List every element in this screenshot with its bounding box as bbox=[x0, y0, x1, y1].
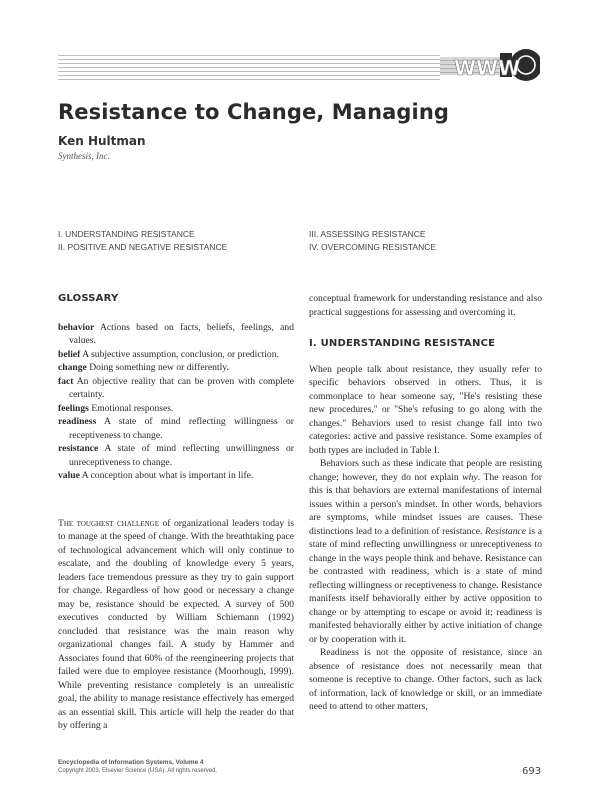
glossary-entry bbox=[58, 469, 294, 483]
emphasis: why bbox=[462, 471, 478, 483]
body-paragraph: Readiness is not the opposite of resistance, since an absence of resistance does not necessarily mean that someone is receptive to change. Other factors, such as lack of information, lack of knowledge or skill, or an immediate need to attend to other matters, bbox=[309, 647, 542, 712]
glossary-term: fact bbox=[58, 375, 74, 387]
glossary-definition: A subjective assumption, conclusion, or prediction. bbox=[82, 348, 279, 360]
page-number: 693 bbox=[522, 766, 542, 777]
glossary-term: feelings bbox=[58, 402, 89, 414]
glossary-term: behavior bbox=[58, 321, 95, 333]
glossary-definition: A state of mind reflecting unwillingness or unreceptiveness to change. bbox=[69, 443, 294, 468]
outline-item: I. UNDERSTANDING RESISTANCE bbox=[58, 229, 195, 239]
glossary-entry bbox=[58, 415, 294, 442]
paragraph-text: Behaviors such as these indicate that people are resisting change; however, they do not explain bbox=[309, 458, 542, 483]
glossary-term: change bbox=[58, 362, 87, 373]
outline-item: III. ASSESSING RESISTANCE bbox=[309, 229, 426, 239]
intro-continued: conceptual framework for understanding resistance and also practical suggestions for assessing and overcoming it. bbox=[309, 293, 542, 318]
glossary-definition: Emotional responses. bbox=[91, 402, 174, 414]
glossary-definition: Doing something new or differently. bbox=[89, 362, 229, 373]
left-column bbox=[58, 292, 294, 733]
glossary-definition: A state of mind reflecting willingness or receptiveness to change. bbox=[69, 416, 294, 441]
glossary-heading: GLOSSARY bbox=[58, 293, 119, 304]
glossary-entry bbox=[58, 402, 294, 416]
body-paragraph bbox=[309, 457, 542, 646]
glossary-entry bbox=[58, 375, 294, 402]
www-logo bbox=[440, 47, 540, 83]
glossary-term: belief bbox=[58, 348, 81, 360]
glossary-term: readiness bbox=[58, 416, 97, 427]
paragraph-text: is a state of mind reflecting unwillingness or unreceptiveness to change in the ways people think and behave. Resistance can be contrasted with readiness, which is a state of mind reflecting willingness or receptiveness to change. Resistance manifests itself behaviorally either by active opposition to change or by attempting to escape or avoid it; readiness is manifested behaviorally either by active initiation of change or by cooperation with it. bbox=[309, 525, 542, 645]
emphasis: Resistance bbox=[485, 525, 527, 537]
author-affiliation: Synthesis, Inc. bbox=[58, 151, 110, 161]
intro-lead: The toughest challenge bbox=[58, 517, 159, 529]
article-title: Resistance to Change, Managing bbox=[58, 100, 449, 124]
right-column bbox=[309, 292, 542, 714]
outline-item: II. POSITIVE AND NEGATIVE RESISTANCE bbox=[58, 241, 228, 252]
outline-right bbox=[309, 228, 569, 253]
author-name: Ken Hultman bbox=[58, 134, 146, 148]
glossary-entry bbox=[58, 442, 294, 469]
encyclopedia-name: Encyclopedia of Information Systems, Volume 4 bbox=[58, 759, 204, 766]
glossary-definition: A conception about what is important in life. bbox=[81, 470, 254, 481]
glossary-list bbox=[58, 321, 294, 483]
glossary-term: resistance bbox=[58, 443, 99, 454]
paragraph-text: . The reason for this is that behaviors are external manifestations of internal issues within a person's mindset. In other words, behaviors are symptoms, while mindset issues are causes. These distinctions lead to a definition of resistance. bbox=[309, 471, 543, 537]
glossary-definition: Actions based on facts, beliefs, feelings, and values. bbox=[69, 321, 294, 346]
glossary-entry bbox=[58, 348, 294, 362]
glossary-entry bbox=[58, 361, 294, 375]
intro-text: of organizational leaders today is to manage at the speed of change. With the breathtaking pace of technological advancement which will only continue to escalate, and the doubling of knowledge every 5 years, leaders face tremendous pressure as they try to gain support for change. Regardless of how good or necessary a change may be, resistance should be expected. A survey of 500 executives conducted by William Schiemann (1992) concluded that resistance was the main reason why organizational changes fail. A study by Hammer and Associates found that 60% of the reengineering projects that failed were due to employee resistance (Moorhough, 1999). While preventing resistance completely is an unrealistic goal, the ability to manage resistance effectively has emerged as an essential skill. This article will help the reader do that by offering a bbox=[58, 517, 295, 731]
copyright-notice: Copyright 2003, Elsevier Science (USA). All rights reserved. bbox=[58, 768, 218, 774]
logo-text: WWW bbox=[454, 56, 521, 80]
outline-item: IV. OVERCOMING RESISTANCE bbox=[309, 241, 437, 252]
glossary-term: value bbox=[58, 470, 80, 481]
glossary-definition: An objective reality that can be proven with complete certainty. bbox=[69, 375, 294, 400]
intro-paragraph bbox=[58, 517, 294, 733]
header-rule-lines bbox=[58, 55, 440, 83]
body-paragraph: When people talk about resistance, they usually refer to specific behaviors observed in others. Thus, it is commonplace to hear someone say, "He's resisting these new procedures," or "She's refusing to go along with the changes." Behaviors used to resist change fall into two categories: active and passive resistance. Some examples of both types are included in Table I. bbox=[309, 363, 542, 456]
glossary-entry bbox=[58, 321, 294, 348]
outline-left bbox=[58, 228, 318, 253]
section-heading-understanding-resistance: I. UNDERSTANDING RESISTANCE bbox=[309, 338, 496, 349]
footer-citation bbox=[58, 759, 217, 775]
